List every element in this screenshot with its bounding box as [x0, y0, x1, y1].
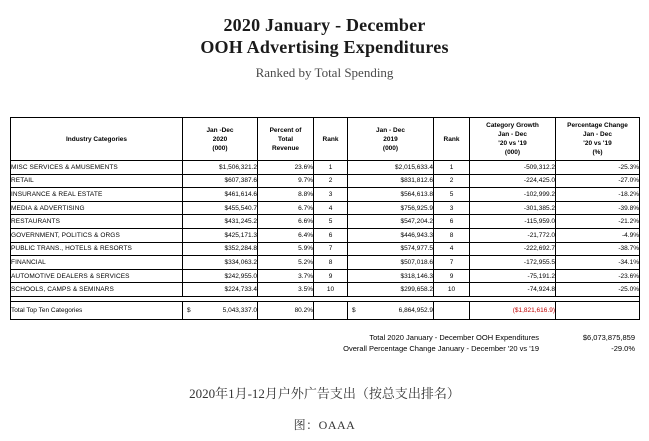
row-rank-2020: 5 [314, 215, 348, 229]
row-rank-2019: 9 [434, 269, 470, 283]
table-row [11, 188, 640, 202]
row-percent-total: 6.4% [258, 228, 314, 242]
table-row [11, 242, 640, 256]
header-percent-l1: Percent of [269, 126, 302, 134]
header-jan-dec-2019-l1: Jan - Dec [376, 126, 405, 134]
header-rank-2019-label: Rank [443, 135, 460, 143]
total-dollar-sign: $ [187, 306, 191, 314]
row-percent-total: 6.6% [258, 215, 314, 229]
table-row [11, 256, 640, 270]
footer-summary [0, 332, 639, 354]
row-2019-spend: $564,613.8 [348, 188, 434, 202]
row-category-growth: -102,999.2 [470, 188, 556, 202]
footer-row-total [0, 332, 639, 343]
row-rank-2019: 6 [434, 215, 470, 229]
total-2019 [348, 301, 434, 319]
row-category-growth: -115,959.0 [470, 215, 556, 229]
row-percentage-change: -39.8% [556, 201, 640, 215]
table-row [11, 215, 640, 229]
total-label: Total Top Ten Categories [11, 301, 183, 319]
row-2020-spend: $425,171.3 [183, 228, 258, 242]
row-rank-2020: 9 [314, 269, 348, 283]
row-rank-2019: 10 [434, 283, 470, 297]
total-growth: ($1,821,616.9) [470, 301, 556, 319]
table-header-row [11, 118, 640, 161]
row-rank-2020: 6 [314, 228, 348, 242]
footer-total-label: Total 2020 January - December OOH Expenditures [369, 333, 539, 342]
row-category: AUTOMOTIVE DEALERS & SERVICES [11, 269, 183, 283]
row-rank-2020: 3 [314, 188, 348, 202]
total-2020-value: 5,043,337.0 [222, 306, 257, 314]
table-total-row [11, 301, 640, 319]
total-change [556, 301, 640, 319]
row-2020-spend: $1,506,321.2 [183, 161, 258, 175]
row-percent-total: 8.8% [258, 188, 314, 202]
title-block [0, 0, 649, 81]
header-rank-2020-label: Rank [322, 135, 339, 143]
table-row [11, 161, 640, 175]
header-change-l2: Jan - Dec [583, 131, 612, 138]
row-category: RETAIL [11, 174, 183, 188]
header-percent-of-total-revenue [258, 118, 314, 161]
row-2020-spend: $352,284.8 [183, 242, 258, 256]
expenditures-table [10, 117, 640, 320]
row-rank-2020: 4 [314, 201, 348, 215]
header-growth-l2: Jan - Dec [498, 131, 527, 138]
table-row [11, 228, 640, 242]
row-percentage-change: -18.2% [556, 188, 640, 202]
row-percentage-change: -21.2% [556, 215, 640, 229]
row-rank-2020: 7 [314, 242, 348, 256]
header-growth-l4: (000) [504, 149, 521, 156]
row-2020-spend: $242,955.0 [183, 269, 258, 283]
row-percent-total: 6.7% [258, 201, 314, 215]
total-2019-value: 6,864,952.9 [398, 306, 433, 314]
total-2020 [183, 301, 258, 319]
header-category-growth [470, 118, 556, 161]
row-2019-spend: $547,204.2 [348, 215, 434, 229]
row-category-growth: -301,385.2 [470, 201, 556, 215]
header-industry-categories-label: Industry Categories [65, 135, 128, 143]
row-2019-spend: $299,658.2 [348, 283, 434, 297]
footer-change-value: -29.0% [611, 344, 635, 353]
total-percent: 80.2% [258, 301, 314, 319]
row-rank-2020: 1 [314, 161, 348, 175]
header-jan-dec-2020-l2: 2020 [212, 135, 228, 143]
header-jan-dec-2019-l2: 2019 [383, 135, 398, 143]
row-rank-2019: 8 [434, 228, 470, 242]
row-category-growth: -75,191.2 [470, 269, 556, 283]
row-category-growth: -21,772.0 [470, 228, 556, 242]
row-category-growth: -224,425.0 [470, 174, 556, 188]
caption-credit: 图：OAAA [293, 418, 356, 432]
row-percentage-change: -25.0% [556, 283, 640, 297]
table-row [11, 283, 640, 297]
header-percentage-change [556, 118, 640, 161]
header-rank-2020 [314, 118, 348, 161]
row-category: MISC SERVICES & AMUSEMENTS [11, 161, 183, 175]
table-row [11, 201, 640, 215]
row-category-growth: -74,924.8 [470, 283, 556, 297]
row-2020-spend: $461,614.6 [183, 188, 258, 202]
row-percentage-change: -27.0% [556, 174, 640, 188]
table-row [11, 174, 640, 188]
footer-change-label: Overall Percentage Change January - December '20 vs '19 [343, 344, 539, 353]
row-percent-total: 9.7% [258, 174, 314, 188]
row-rank-2019: 5 [434, 188, 470, 202]
row-2020-spend: $455,540.7 [183, 201, 258, 215]
row-2019-spend: $507,018.6 [348, 256, 434, 270]
header-jan-dec-2019 [348, 118, 434, 161]
row-rank-2020: 2 [314, 174, 348, 188]
total-rank-2019 [434, 301, 470, 319]
header-growth-l1: Category Growth [486, 122, 539, 129]
footer-row-change [0, 343, 639, 354]
row-percentage-change: -34.1% [556, 256, 640, 270]
row-2020-spend: $431,245.2 [183, 215, 258, 229]
row-category: MEDIA & ADVERTISING [11, 201, 183, 215]
header-change-l1: Percentage Change [567, 122, 628, 129]
header-change-l4: (%) [592, 149, 603, 156]
caption-chinese: 2020年1月-12月户外广告支出（按总支出排名） [189, 386, 460, 401]
row-rank-2019: 2 [434, 174, 470, 188]
header-change-l3: '20 vs '19 [583, 140, 612, 147]
row-percentage-change: -25.3% [556, 161, 640, 175]
row-percent-total: 23.6% [258, 161, 314, 175]
total-2019-dollar-sign: $ [352, 306, 356, 314]
row-2019-spend: $2,015,633.4 [348, 161, 434, 175]
header-jan-dec-2020 [183, 118, 258, 161]
row-rank-2019: 3 [434, 201, 470, 215]
row-rank-2020: 10 [314, 283, 348, 297]
header-growth-l3: '20 vs '19 [498, 140, 527, 147]
header-jan-dec-2019-l3: (000) [382, 144, 399, 152]
row-category-growth: -509,312.2 [470, 161, 556, 175]
row-2019-spend: $831,812.6 [348, 174, 434, 188]
page-title-line1: 2020 January - December [223, 15, 426, 35]
row-category: INSURANCE & REAL ESTATE [11, 188, 183, 202]
header-percent-l3: Revenue [271, 144, 300, 152]
row-percentage-change: -23.6% [556, 269, 640, 283]
table-row [11, 269, 640, 283]
row-category: FINANCIAL [11, 256, 183, 270]
row-percent-total: 5.9% [258, 242, 314, 256]
row-percent-total: 3.7% [258, 269, 314, 283]
row-category: RESTAURANTS [11, 215, 183, 229]
row-category-growth: -172,955.5 [470, 256, 556, 270]
footer-total-value: $6,073,875,859 [582, 333, 635, 342]
row-2019-spend: $756,925.9 [348, 201, 434, 215]
row-2020-spend: $334,063.2 [183, 256, 258, 270]
row-2020-spend: $607,387.6 [183, 174, 258, 188]
page-title-line2: OOH Advertising Expenditures [200, 37, 449, 57]
row-category: GOVERNMENT, POLITICS & ORGS [11, 228, 183, 242]
row-rank-2020: 8 [314, 256, 348, 270]
header-rank-2019 [434, 118, 470, 161]
row-percentage-change: -38.7% [556, 242, 640, 256]
header-jan-dec-2020-l3: (000) [212, 144, 228, 152]
row-percent-total: 3.5% [258, 283, 314, 297]
total-rank-2020 [314, 301, 348, 319]
header-jan-dec-2020-l1: Jan -Dec [206, 126, 234, 134]
row-category: PUBLIC TRANS., HOTELS & RESORTS [11, 242, 183, 256]
row-2020-spend: $224,733.4 [183, 283, 258, 297]
row-2019-spend: $574,977.5 [348, 242, 434, 256]
row-percent-total: 5.2% [258, 256, 314, 270]
row-rank-2019: 4 [434, 242, 470, 256]
row-rank-2019: 7 [434, 256, 470, 270]
expenditures-table-wrap [10, 117, 639, 320]
page-subtitle: Ranked by Total Spending [255, 65, 394, 80]
row-rank-2019: 1 [434, 161, 470, 175]
header-industry-categories [11, 118, 183, 161]
row-category-growth: -222,692.7 [470, 242, 556, 256]
row-category: SCHOOLS, CAMPS & SEMINARS [11, 283, 183, 297]
row-percentage-change: -4.9% [556, 228, 640, 242]
row-2019-spend: $318,146.3 [348, 269, 434, 283]
header-percent-l2: Total [277, 135, 294, 143]
row-2019-spend: $446,943.3 [348, 228, 434, 242]
